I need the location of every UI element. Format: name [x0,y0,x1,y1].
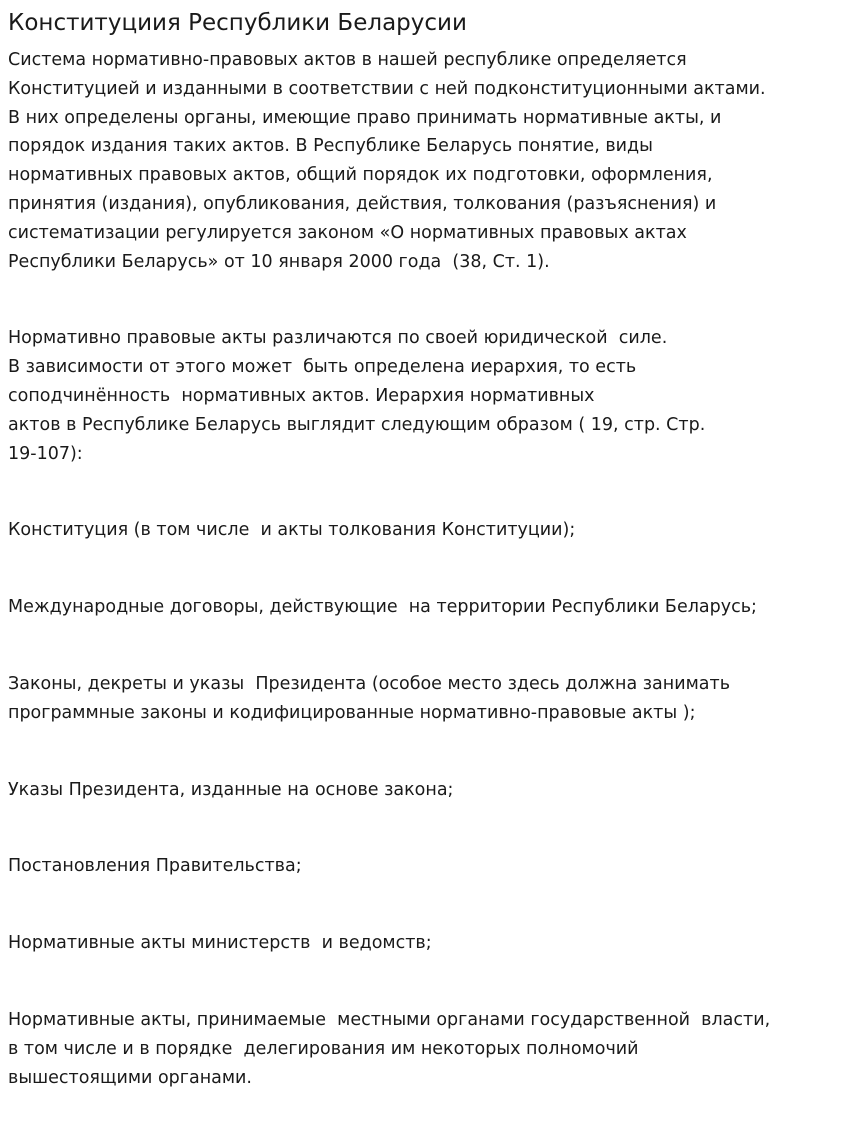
paragraph-hierarchy: Нормативно правовые акты различаются по своей юридической силе. В зависимости от этого может быть определена иерархия, то есть соподчинённость нормативных актов. Иерархия нормативных актов в Республике Беларусь выглядит следующим образом ( 19, стр. Стр. 19-107): [8,328,706,464]
list-item-international-treaties: Международные договоры, действующие на территории Республики Беларусь; [8,597,757,618]
list-item-laws-decrees: Законы, декреты и указы Президента (особое место здесь должна занимать программные законы и кодифицированные нормативно-правовые акты ); [8,673,731,723]
paragraph-intro: Система нормативно-правовых актов в нашей республике определяется Конституцией и изданными в соответствии с ней подконституционными актами. В них определены органы, имеющие право принимать нормативные акты, и порядок издания таких актов. В Республике Беларусь понятие, виды нормативных правовых актов, общий порядок их подготовки, оформления, принятия (издания), опубликования, действия, толкования (разъяснения) и систематизации регулируется законом «О нормативных правовых актах Республики Беларусь» от 10 января 2000 года (38, Ст. 1). [8,50,766,272]
list-item-presidential-edicts: Указы Президента, изданные на основе закона; [8,779,454,800]
document-title: Конституциия Республики Беларусии [8,10,467,36]
list-item-ministry-acts: Нормативные акты министерств и ведомств; [8,933,432,954]
list-item-constitution: Конституция (в том числе и акты толкования Конституции); [8,520,576,541]
list-item-government-resolutions: Постановления Правительства; [8,856,302,877]
list-item-local-authority-acts: Нормативные акты, принимаемые местными органами государственной власти, в том числе и в порядке делегирования им некоторых полномочий вышестоящими органами. [8,1009,771,1088]
